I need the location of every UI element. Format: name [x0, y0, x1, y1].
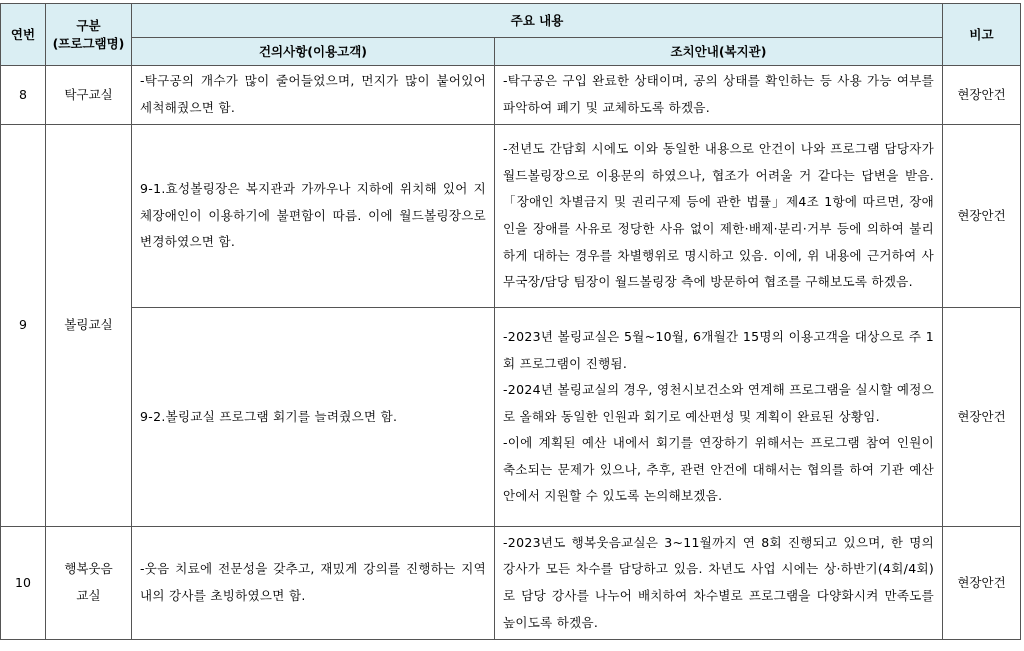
row-action: -2023년도 행복웃음교실은 3~11월까지 연 8회 진행되고 있으며, 한 명의 강사가 모든 차수를 담당하고 있음. 차년도 사업 시에는 상·하반기(4회/4회)로 담당 강사를 나누어 배치하여 차수별로 프로그램을 다양화시켜 만족도를 높이도록 하겠음. — [495, 527, 943, 640]
row-action — [495, 308, 943, 527]
table-row — [1, 308, 1021, 527]
table-row — [1, 125, 1021, 308]
header-remarks: 비고 — [943, 4, 1021, 66]
row-suggestion: -탁구공의 개수가 많이 줄어들었으며, 먼지가 많이 붙어있어 세척해줬으면 함. — [132, 66, 495, 125]
row-remark: 현장안건 — [943, 125, 1021, 308]
header-category-line2: (프로그램명) — [52, 35, 125, 51]
row-no: 10 — [1, 527, 46, 640]
table-row — [1, 527, 1021, 640]
row-program: 볼링교실 — [46, 125, 132, 527]
row-remark: 현장안건 — [943, 527, 1021, 640]
row-no: 9 — [1, 125, 46, 527]
row-action: -전년도 간담회 시에도 이와 동일한 내용으로 안건이 나와 프로그램 담당자가 월드볼링장으로 이용문의 하였으나, 협조가 어려울 거 같다는 답변을 받음.「장애인 차별금지 및 권리구제 등에 관한 법률」제4조 1항에 따르면, 장애인을 장애를 사유로 정당한 사유 없이 제한·배제·분리·거부 등에 의하여 불리하게 대하는 경우를 차별행위로 명시하고 있음. 이에, 위 내용에 근거하여 사무국장/담당 팀장이 월드볼링장 측에 방문하여 협조를 구해보도록 하겠음. — [495, 125, 943, 308]
header-main: 주요 내용 — [132, 4, 943, 38]
row-action-line: -2024년 볼링교실의 경우, 영천시보건소와 연계해 프로그램을 실시할 예정으로 올해와 동일한 인원과 회기로 예산편성 및 계획이 완료된 상황임. — [503, 382, 934, 424]
row-remark: 현장안건 — [943, 66, 1021, 125]
header-suggestion: 건의사항(이용고객) — [132, 38, 495, 66]
header-year: 연번 — [1, 4, 46, 66]
table-row — [1, 66, 1021, 125]
row-remark: 현장안건 — [943, 308, 1021, 527]
row-action-line: -2023년 볼링교실은 5월~10월, 6개월간 15명의 이용고객을 대상으로 주 1회 프로그램이 진행됨. — [503, 328, 934, 371]
row-program — [46, 527, 132, 640]
suggestion-table — [0, 3, 1021, 640]
row-program-line2: 교실 — [76, 588, 101, 603]
row-program-line1: 행복웃음 — [64, 561, 113, 577]
header-category — [46, 4, 132, 66]
row-program: 탁구교실 — [46, 66, 132, 125]
header-action: 조치안내(복지관) — [495, 38, 943, 66]
row-no: 8 — [1, 66, 46, 125]
row-suggestion: 9-1.효성볼링장은 복지관과 가까우나 지하에 위치해 있어 지체장애인이 이용하기에 불편함이 따름. 이에 월드볼링장으로 변경하였으면 함. — [132, 125, 495, 308]
header-category-line1: 구분 — [76, 17, 101, 33]
row-suggestion: 9-2.볼링교실 프로그램 회기를 늘려줬으면 함. — [132, 308, 495, 527]
row-suggestion: -웃음 치료에 전문성을 갖추고, 재밌게 강의를 진행하는 지역 내의 강사를 초빙하였으면 함. — [132, 527, 495, 640]
row-action-line: -이에 계획된 예산 내에서 회기를 연장하기 위해서는 프로그램 참여 인원이 축소되는 문제가 있으나, 추후, 관련 안건에 대해서는 협의를 하여 기관 예산 안에서 지원할 수 있도록 논의해보겠음. — [503, 435, 934, 504]
row-action: -탁구공은 구입 완료한 상태이며, 공의 상태를 확인하는 등 사용 가능 여부를 파악하여 폐기 및 교체하도록 하겠음. — [495, 66, 943, 125]
